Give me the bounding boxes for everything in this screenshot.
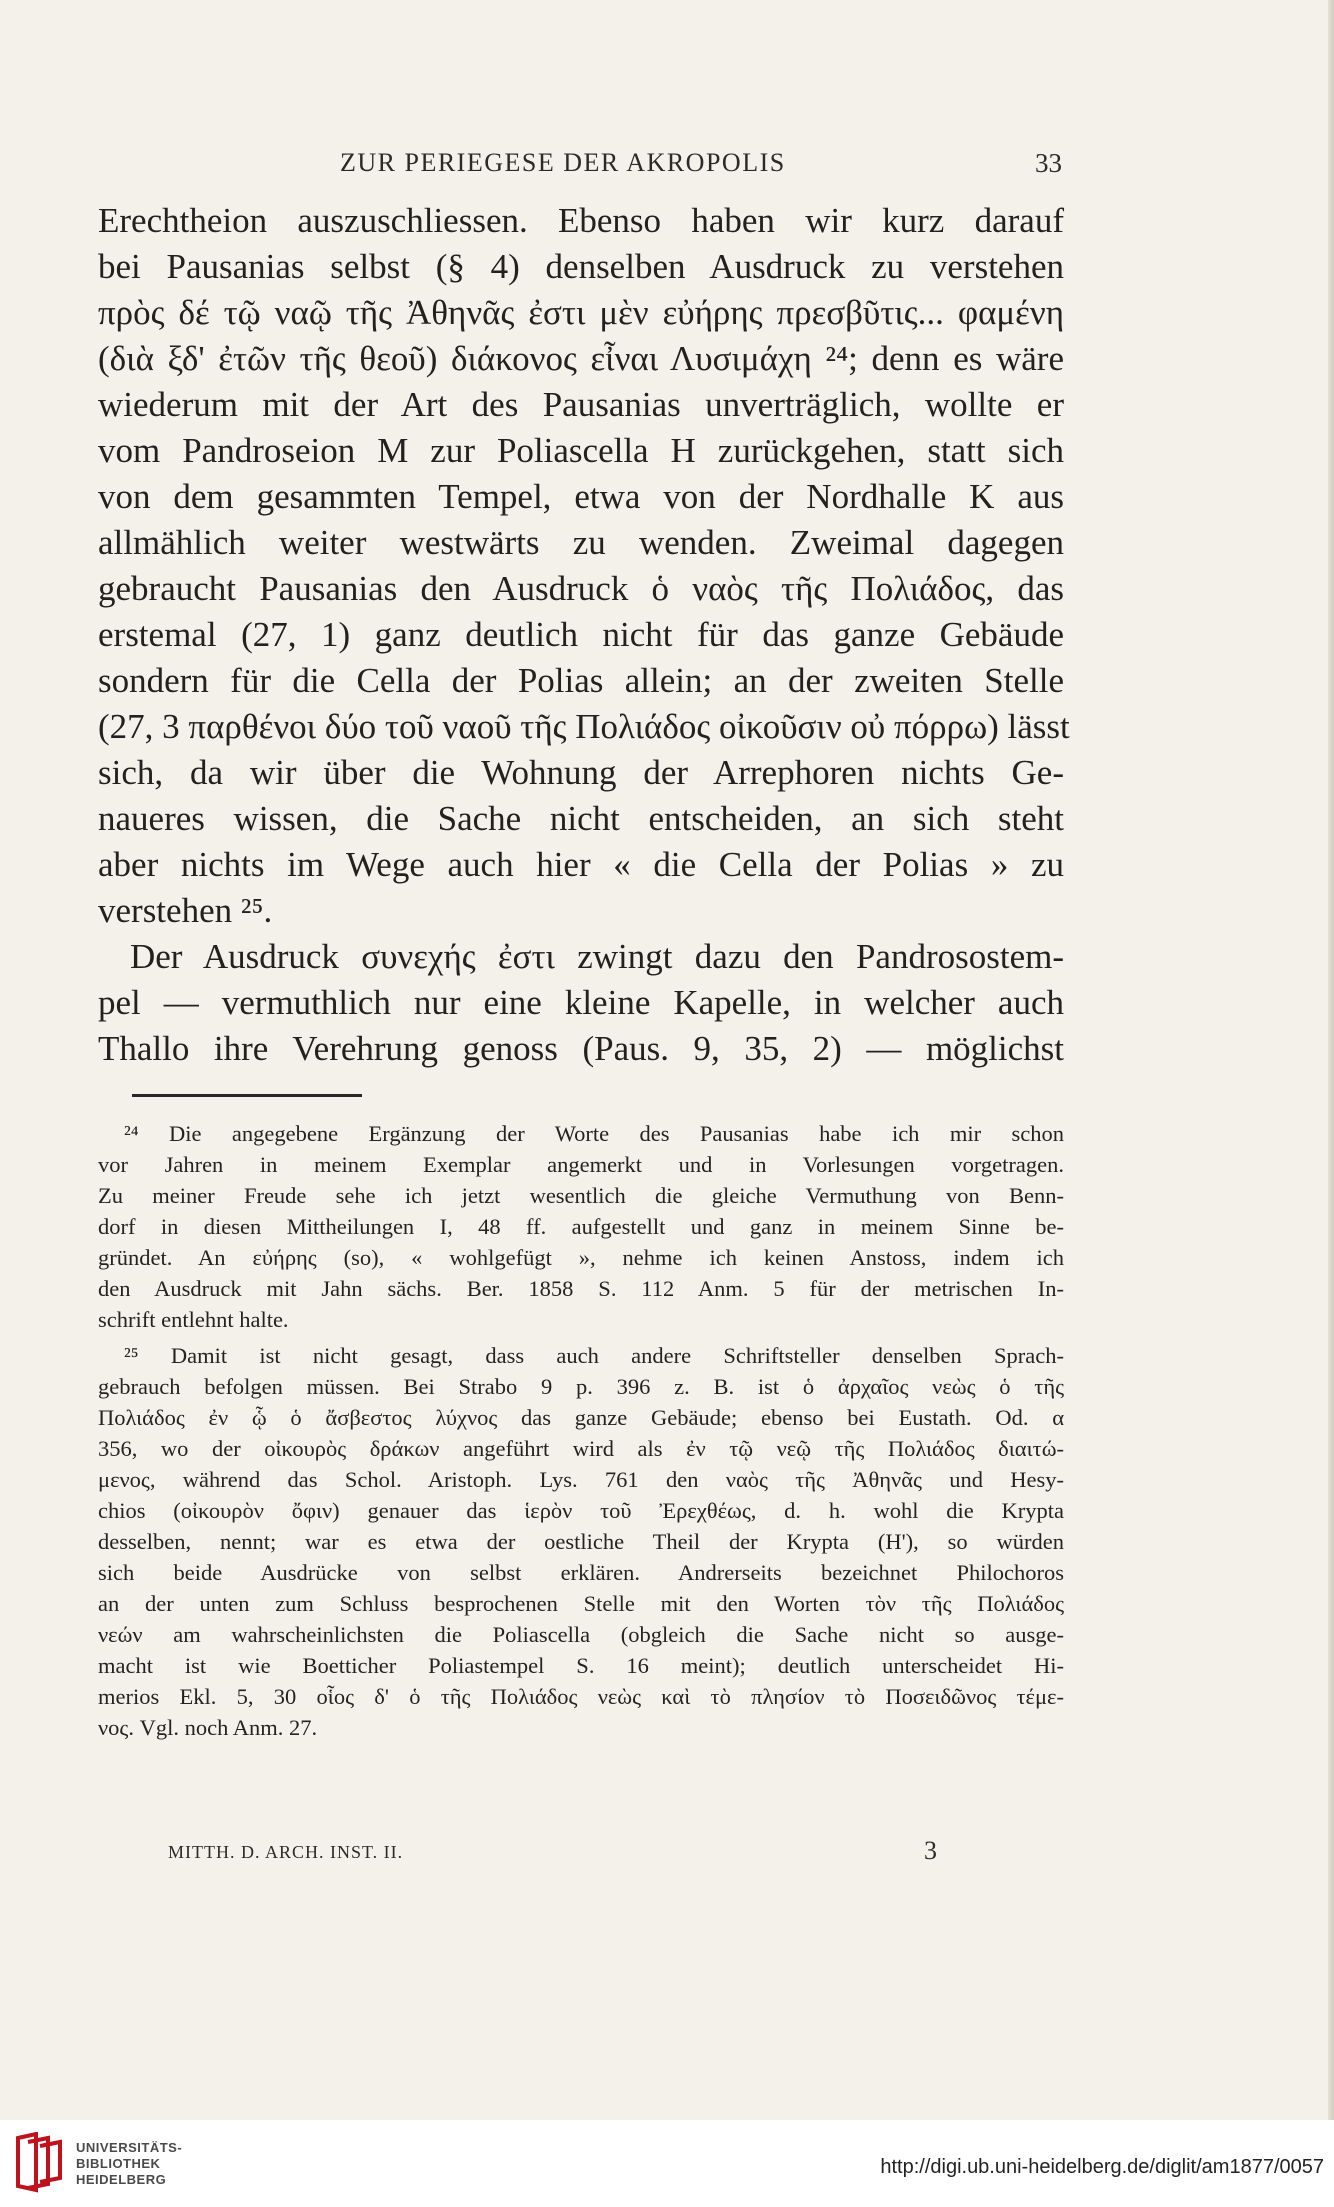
footnote-line: ²⁴ Die angegebene Ergänzung der Worte des Pausanias habe ich mir schon <box>124 1121 1064 1146</box>
footnote-line: ²⁵ Damit ist nicht gesagt, dass auch andere Schriftsteller denselben Sprach- <box>124 1343 1064 1368</box>
footnote-line: merios Ekl. 5, 30 οἷος δ' ὁ τῆς Πολιάδος νεὼς καὶ τὸ πλησίον τὸ Ποσειδῶνος τέμε- <box>98 1684 1064 1709</box>
footnote-line: gründet. An εὐήρης (so), « wohlgefügt », nehme ich keinen Anstoss, indem ich <box>98 1245 1064 1270</box>
library-name <box>76 2140 182 2188</box>
body-line: erstemal (27, 1) ganz deutlich nicht für das ganze Gebäude <box>98 615 1064 654</box>
body-line: πρὸς δέ τῷ ναῷ τῆς Ἀθηνᾶς ἐστι μὲν εὐήρης πρεσβῦτις... φαμένη <box>98 293 1064 332</box>
footnote-line: schrift entlehnt halte. <box>98 1307 289 1332</box>
library-name-line: BIBLIOTHEK <box>76 2156 161 2171</box>
signature-number: 3 <box>924 1836 937 1865</box>
body-line: Der Ausdruck συνεχής ἐστι zwingt dazu den Pandrosostem- <box>130 937 1064 976</box>
footnote-line: desselben, nennt; war es etwa der oestliche Theil der Krypta (H'), so würden <box>98 1529 1064 1554</box>
library-name-line: HEIDELBERG <box>76 2172 167 2187</box>
body-line: Thallo ihre Verehrung genoss (Paus. 9, 35, 2) — möglichst <box>98 1029 1064 1068</box>
body-line: gebraucht Pausanias den Ausdruck ὁ ναὸς τῆς Πολιάδος, das <box>98 569 1064 608</box>
footnote-line: an der unten zum Schluss besprochenen Stelle mit den Worten τὸν τῆς Πολιάδος <box>98 1591 1064 1616</box>
signature-mark: MITTH. D. ARCH. INST. II. <box>168 1842 404 1862</box>
footnote-line: μενος, während das Schol. Aristoph. Lys. 761 den ναὸς τῆς Ἀθηνᾶς und Hesy- <box>98 1467 1064 1492</box>
body-line: sondern für die Cella der Polias allein; an der zweiten Stelle <box>98 661 1064 700</box>
footnote-line: dorf in diesen Mittheilungen I, 48 ff. aufgestellt und ganz in meinem Sinne be- <box>98 1214 1064 1239</box>
footnote-line: den Ausdruck mit Jahn sächs. Ber. 1858 S. 112 Anm. 5 für der metrischen In- <box>98 1276 1064 1301</box>
footnote-line: νεών am wahrscheinlichsten die Poliascella (obgleich die Sache nicht so ausge- <box>98 1622 1064 1647</box>
body-line: allmählich weiter westwärts zu wenden. Zweimal dagegen <box>98 523 1064 562</box>
body-line: wiederum mit der Art des Pausanias unverträglich, wollte er <box>98 385 1064 424</box>
footnote-line: νος. Vgl. noch Anm. 27. <box>98 1715 318 1740</box>
body-line: verstehen ²⁵. <box>98 891 273 930</box>
footnote-separator <box>132 1094 362 1097</box>
body-line: bei Pausanias selbst (§ 4) denselben Ausdruck zu verstehen <box>98 247 1064 286</box>
footnote-line: Πολιάδος ἐν ᾧ ὁ ἄσβεστος λύχνος das ganze Gebäude; ebenso bei Eustath. Od. α <box>98 1405 1064 1430</box>
body-line: (διὰ ξδ' ἐτῶν τῆς θεοῦ) διάκονος εἶναι Λυσιμάχη ²⁴; denn es wäre <box>98 339 1064 378</box>
body-line: naueres wissen, die Sache nicht entscheiden, an sich steht <box>98 799 1064 838</box>
footnote-line: gebrauch befolgen müssen. Bei Strabo 9 p. 396 z. B. ist ὁ ἀρχαῖος νεὼς ὁ τῆς <box>98 1374 1064 1399</box>
library-name-line: UNIVERSITÄTS- <box>76 2140 183 2155</box>
body-line: vom Pandroseion M zur Poliascella H zurückgehen, statt sich <box>98 431 1064 470</box>
running-head: ZUR PERIEGESE DER AKROPOLIS <box>340 148 786 177</box>
body-line: sich, da wir über die Wohnung der Arrephoren nichts Ge- <box>98 753 1064 792</box>
page-edge-shadow <box>1328 0 1334 2120</box>
body-line: aber nichts im Wege auch hier « die Cella der Polias » zu <box>98 845 1064 884</box>
footnote-line: 356, wo der οἰκουρὸς δράκων angeführt wird als ἐν τῷ νεῷ τῆς Πολιάδος διαιτώ- <box>98 1436 1064 1461</box>
footnote-line: chios (οἰκουρὸν ὄφιν) genauer das ἱερὸν τοῦ Ἐρεχθέως, d. h. wohl die Krypta <box>98 1498 1064 1523</box>
footnote-line: Zu meiner Freude sehe ich jetzt wesentlich die gleiche Vermuthung von Benn- <box>98 1183 1064 1208</box>
library-logo-icon <box>14 2132 64 2194</box>
footnote-line: vor Jahren in meinem Exemplar angemerkt und in Vorlesungen vorgetragen. <box>98 1152 1064 1177</box>
body-line: Erechtheion auszuschliessen. Ebenso haben wir kurz darauf <box>98 201 1064 240</box>
source-url-link[interactable]: http://digi.ub.uni-heidelberg.de/diglit/am1877/0057 <box>880 2156 1324 2178</box>
footnote-line: sich beide Ausdrücke von selbst erklären. Andrerseits bezeichnet Philochoros <box>98 1560 1064 1585</box>
footer-bar <box>0 2120 1334 2207</box>
body-line: von dem gesammten Tempel, etwa von der Nordhalle K aus <box>98 477 1064 516</box>
footnote-line: macht ist wie Boetticher Poliastempel S. 16 meint); deutlich unterscheidet Hi- <box>98 1653 1064 1678</box>
body-line: (27, 3 παρθένοι δύο τοῦ ναοῦ τῆς Πολιάδος οἰκοῦσιν οὐ πόρρω) lässt <box>98 707 1070 746</box>
body-line: pel — vermuthlich nur eine kleine Kapelle, in welcher auch <box>98 983 1064 1022</box>
page-number: 33 <box>1035 148 1062 178</box>
